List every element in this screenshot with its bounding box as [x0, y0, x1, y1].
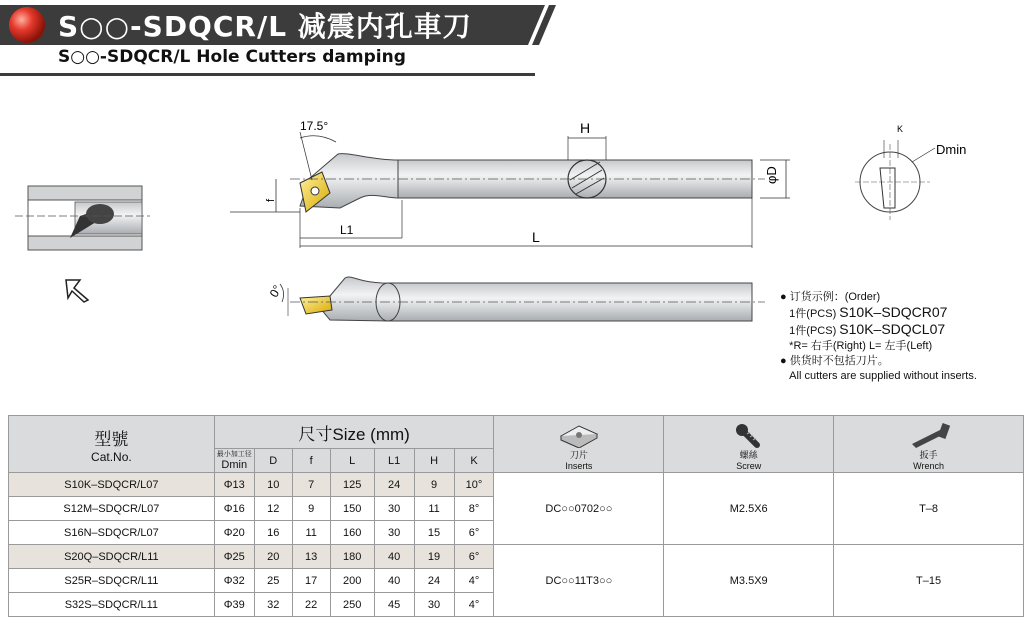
dim-f-label: f: [265, 198, 277, 202]
cell-l1: 45: [374, 593, 414, 617]
zero-angle-label: 0°: [266, 282, 285, 300]
cell-d: 10: [254, 473, 292, 497]
handedness-icon: [66, 280, 88, 302]
page-title: S○○-SDQCR/L 减震内孔車刀: [58, 10, 472, 43]
dim-k-label: K: [897, 124, 904, 134]
cell-model: S25R–SDQCR/L11: [9, 569, 215, 593]
cell-dmin: Φ13: [214, 473, 254, 497]
cell-l: 180: [330, 545, 374, 569]
cell-insert: DC○○0702○○: [494, 473, 664, 545]
cell-h: 19: [414, 545, 454, 569]
tool-end-view: [855, 124, 966, 220]
dim-dmin-label: Dmin: [936, 142, 967, 157]
cell-dmin: Φ32: [214, 569, 254, 593]
order-line-4: *R= 右手(Right) L= 左手(Left): [789, 340, 933, 352]
cell-h: 11: [414, 497, 454, 521]
cell-d: 32: [254, 593, 292, 617]
dim-d-label: φD: [764, 166, 779, 184]
cell-l1: 40: [374, 545, 414, 569]
cell-h: 30: [414, 593, 454, 617]
cell-model: S10K–SDQCR/L07: [9, 473, 215, 497]
red-ball-icon: [9, 7, 45, 43]
h-header: H: [414, 449, 454, 473]
cell-l: 250: [330, 593, 374, 617]
cell-wrench: T–8: [834, 473, 1024, 545]
cell-k: 6°: [454, 521, 494, 545]
table-row: [9, 473, 1024, 497]
page-subtitle: S○○-SDQCR/L Hole Cutters damping: [58, 47, 406, 67]
k-header: K: [454, 449, 494, 473]
dim-l1-label: L1: [340, 223, 354, 237]
l1-header: L1: [374, 449, 414, 473]
order-line-2: 1件(PCS) S10K–SDQCR07: [789, 304, 948, 320]
dim-h-label: H: [580, 120, 591, 136]
subtitle-underline: [0, 72, 535, 78]
cell-dmin: Φ16: [214, 497, 254, 521]
cell-l1: 40: [374, 569, 414, 593]
cell-k: 6°: [454, 545, 494, 569]
tool-top-view: [230, 119, 790, 248]
order-note: [780, 290, 1028, 384]
cell-k: 10°: [454, 473, 494, 497]
d-header: D: [254, 449, 292, 473]
cell-screw: M2.5X6: [664, 473, 834, 545]
order-line-1: ● 订货示例：(Order): [780, 291, 881, 303]
cell-l1: 24: [374, 473, 414, 497]
wrench-header: 扳手 Wrench: [834, 416, 1024, 473]
cell-d: 16: [254, 521, 292, 545]
dmin-header: 最小加工径 Dmin: [214, 449, 254, 473]
order-line-3: 1件(PCS) S10K–SDQCL07: [789, 321, 946, 337]
l-header: L: [330, 449, 374, 473]
order-line-6: All cutters are supplied without inserts.: [789, 370, 977, 382]
dim-l-label: L: [532, 229, 540, 245]
cell-l: 160: [330, 521, 374, 545]
cell-l: 200: [330, 569, 374, 593]
cell-l1: 30: [374, 497, 414, 521]
size-header: 尺寸Size (mm): [214, 416, 494, 449]
cell-dmin: Φ20: [214, 521, 254, 545]
cell-l: 125: [330, 473, 374, 497]
cell-f: 9: [292, 497, 330, 521]
cell-h: 15: [414, 521, 454, 545]
page-header: [0, 0, 1028, 80]
order-line-5: ● 供货时不包括刀片。: [780, 355, 889, 367]
cell-model: S20Q–SDQCR/L11: [9, 545, 215, 569]
cell-dmin: Φ25: [214, 545, 254, 569]
cell-d: 25: [254, 569, 292, 593]
cell-model: S32S–SDQCR/L11: [9, 593, 215, 617]
cell-d: 20: [254, 545, 292, 569]
cell-f: 11: [292, 521, 330, 545]
inserts-header: 刀片 Inserts: [494, 416, 664, 473]
cell-d: 12: [254, 497, 292, 521]
cell-h: 24: [414, 569, 454, 593]
cell-f: 13: [292, 545, 330, 569]
cell-k: 4°: [454, 593, 494, 617]
tool-side-view: [267, 277, 765, 321]
cell-l: 150: [330, 497, 374, 521]
cell-model: S16N–SDQCR/L07: [9, 521, 215, 545]
cell-screw: M3.5X9: [664, 545, 834, 617]
cell-l1: 30: [374, 521, 414, 545]
cell-k: 4°: [454, 569, 494, 593]
spec-table: [8, 415, 1024, 617]
cell-h: 9: [414, 473, 454, 497]
insert-icon: [557, 422, 601, 448]
cell-wrench: T–15: [834, 545, 1024, 617]
wrench-icon: [904, 422, 954, 448]
cell-f: 22: [292, 593, 330, 617]
cell-dmin: Φ39: [214, 593, 254, 617]
cell-f: 17: [292, 569, 330, 593]
angle-label: 17.5°: [300, 119, 329, 133]
cell-k: 8°: [454, 497, 494, 521]
bore-section-sketch: [15, 186, 150, 250]
f-header: f: [292, 449, 330, 473]
screw-icon: [727, 422, 771, 448]
cell-insert: DC○○11T3○○: [494, 545, 664, 617]
screw-header: 螺絲 Screw: [664, 416, 834, 473]
cell-model: S12M–SDQCR/L07: [9, 497, 215, 521]
cell-f: 7: [292, 473, 330, 497]
model-header: 型號 Cat.No.: [9, 416, 215, 473]
table-row: [9, 545, 1024, 569]
